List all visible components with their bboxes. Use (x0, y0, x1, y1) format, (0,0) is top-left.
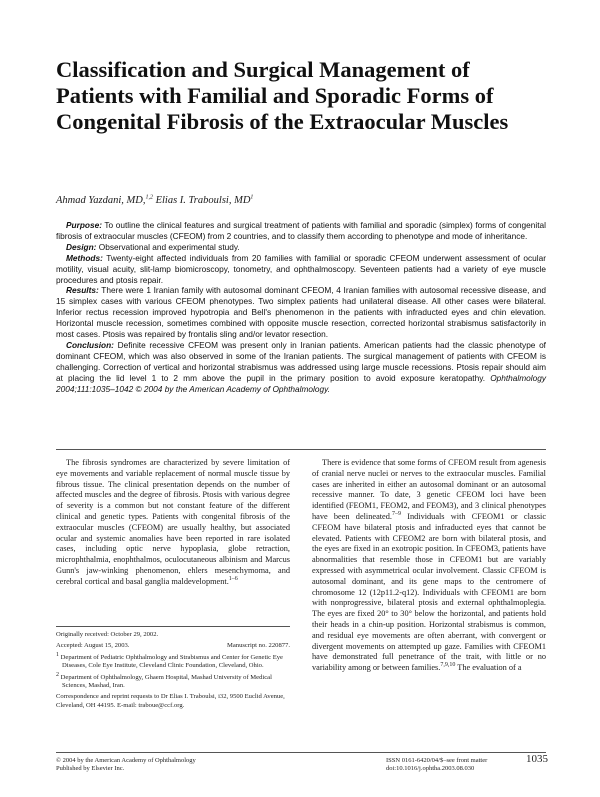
page-footer-right (386, 757, 546, 774)
journal-citation: Ophthalmology 2004;111:1035–1042 © 2004 by the American Academy of Ophthalmology. (56, 372, 546, 394)
methods-text: Twenty-eight affected individuals from 20 families with familial or sporadic CFEOM underwent assessment of ocular motility, visual acuity, slit-lamp biomicroscopy, tonometry, and ophthalmoscopy. Seventeen patients had a variety of eye muscle procedures and ptosis repair. (56, 252, 546, 285)
cfeom-paragraph (312, 458, 546, 674)
conclusion-label: Conclusion: (66, 339, 114, 350)
abstract-design (56, 242, 546, 253)
results-text: There were 1 Iranian family with autosomal dominant CFEOM, 4 Iranian families with autosomal recessive disease, and 15 simplex cases with various CFEOM phenotypes. Two simplex patients had unilateral disease. All other cases were bilateral. Inferior rectus recession improved hypotropia and Bell's phenomenon in the patients with infraducted eyes and chin elevation. Horizontal muscle recession, sometimes combined with opposite muscle resection, corrected horizontal strabismus satisfactorily in most cases. Ptosis was repaired by frontalis sling and/or levator resection. (56, 285, 546, 340)
design-text: Observational and experimental study. (98, 241, 240, 252)
page-number: 1035 (526, 753, 548, 765)
cfeom-text-b: Individuals with CFEOM1 or classic CFEOM have bilateral ptosis and infraducted eyes that cannot be elevated. Patients with CFEOM2 are born with bilateral ptosis, and the eyes are fixed in an exotropic position. In CFEOM3, patients have abnormalities that resemble those in CFEOM1 but are variably expressed with asymmetrical ocular involvement. Classic CFEOM is autosomal dominant, and its gene maps to the centromere of chromosome 12 (12p11.2-q12). Individuals with CFEOM1 are born with nonprogressive, bilateral ptosis and external ophthalmoplegia. The eyes are fixed 20° to 30° below the horizontal, and patients hold their heads in a chin-up position. Horizontal strabismus is common, and residual eye movements are often aberrant, with convergent or divergent movements on attempted up gaze. Families with CFEOM1 have demonstrated full penetrance of the trait, with little or no variability among or between families. (312, 511, 546, 673)
author-1-affiliation: 1,2 (145, 194, 153, 201)
abstract-methods (56, 253, 546, 286)
abstract-results (56, 285, 546, 340)
cfeom-reference-1: 7–9 (391, 511, 401, 518)
purpose-label: Purpose: (66, 220, 102, 230)
conclusion-text: Definite recessive CFEOM was present only in Iranian patients. American patients had the classic phenotype of dominant CFEOM, which was also observed in some of the Iranian patients. The surgical management of patients with CFEOM is challenging. Correction of vertical and horizontal strabismus was addressed using large muscle recessions. Ptosis repair should aim at placing the lid level 1 to 2 mm above the pupil in the primary position to avoid exposure keratopathy. (56, 339, 546, 383)
cfeom-text-c: The evaluation of a (455, 663, 522, 673)
issn-line: ISSN 0161-6420/04/$–see front matter (386, 757, 488, 764)
methods-label: Methods: (66, 252, 103, 263)
abstract-conclusion (56, 340, 546, 395)
purpose-text: To outline the clinical features and surgical treatment of patients with familial and sporadic (simplex) forms of congenital fibrosis of extraocular muscles (CFEOM) from 2 countries, and to classify them according to phenotype and mode of inheritance. (56, 220, 547, 241)
body-column-left (56, 458, 290, 588)
cfeom-text-a: There is evidence that some forms of CFEOM result from agenesis of cranial nerve nuclei or nerves to the extraocular muscles. Familial cases are inherited in either an autosomal dominant or an autosomal recessive manner. To date, 3 genetic CFEOM loci have been identified (FEOM1, FEOM2, and FEOM3), and 3 clinical phenotypes have been delineated. (312, 458, 546, 521)
intro-paragraph (56, 458, 290, 588)
affiliation-2 (56, 671, 290, 691)
article-title: Classification and Surgical Management of Patients with Familial and Sporadic Forms of Congenital Fibrosis of the Extraocular Muscles (56, 57, 509, 134)
body-column-right (312, 458, 546, 674)
page-footer-left (56, 757, 306, 774)
received-date: Originally received: October 29, 2002. (56, 631, 159, 638)
affiliation-1 (56, 651, 290, 671)
footnote-divider (56, 626, 290, 627)
abstract-divider (56, 449, 546, 450)
footnotes (56, 631, 290, 713)
affiliation-1-marker: 1 (56, 651, 59, 658)
affiliation-2-text: Department of Ophthalmology, Ghaem Hospital, Mashad University of Medical Sciences, Mashad, Iran. (59, 673, 272, 690)
affiliation-1-text: Department of Pediatric Ophthalmology and Strabismus and Center for Genetic Eye Diseases, Cole Eye Institute, Cleveland Clinic Foundation, Cleveland, Ohio. (59, 653, 283, 670)
manuscript-number: Manuscript no. 220877. (226, 642, 290, 650)
cfeom-reference-2: 7,9,10 (440, 662, 456, 669)
copyright-line: © 2004 by the American Academy of Ophthalmology (56, 757, 196, 764)
author-2: Elias I. Traboulsi, MD (152, 195, 251, 206)
publisher-line: Published by Elsevier Inc. (56, 765, 125, 773)
author-2-affiliation: 1 (250, 194, 254, 201)
accepted-row (56, 642, 290, 650)
author-1: Ahmad Yazdani, MD, (56, 195, 146, 206)
abstract (56, 220, 546, 395)
doi-line: doi:10.1016/j.ophtha.2003.08.030 (386, 765, 475, 773)
abstract-purpose (56, 220, 546, 242)
page-footer-divider (56, 752, 546, 753)
affiliation-2-marker: 2 (56, 671, 59, 678)
correspondence: Correspondence and reprint requests to Dr Elias I. Traboulsi, i32, 9500 Euclid Avenue, Cleveland, OH 44195. E-mail: traboue@ccf.org. (56, 693, 285, 709)
accepted-date: Accepted: August 15, 2003. (56, 642, 130, 650)
intro-text: The fibrosis syndromes are characterized by severe limitation of eye movements and variable replacement of normal muscle tissue by fibrous tissue. The clinical presentation depends on the number of affected muscles and the degree of fibrosis. Ptosis with various degree of severity is a common but not constant feature of the different clinical and genetic types. Patients with congenital fibrosis of the extraocular muscles (CFEOM) are usually healthy, but associated ocular and systemic anomalies have been reported in rare isolated cases, including optic nerve hypoplasia, globe retraction, microphthalmia, enophthalmos, oculocutaneous albinism and Marcus Gunn's jaw-winking phenomenon, ehlers mesenchymoma, and cerebral cortical and basal ganglia maldevelopment. (56, 458, 290, 586)
intro-reference: 1–6 (228, 576, 238, 582)
design-label: Design: (66, 241, 97, 252)
results-label: Results: (66, 285, 99, 296)
author-line (56, 194, 546, 207)
